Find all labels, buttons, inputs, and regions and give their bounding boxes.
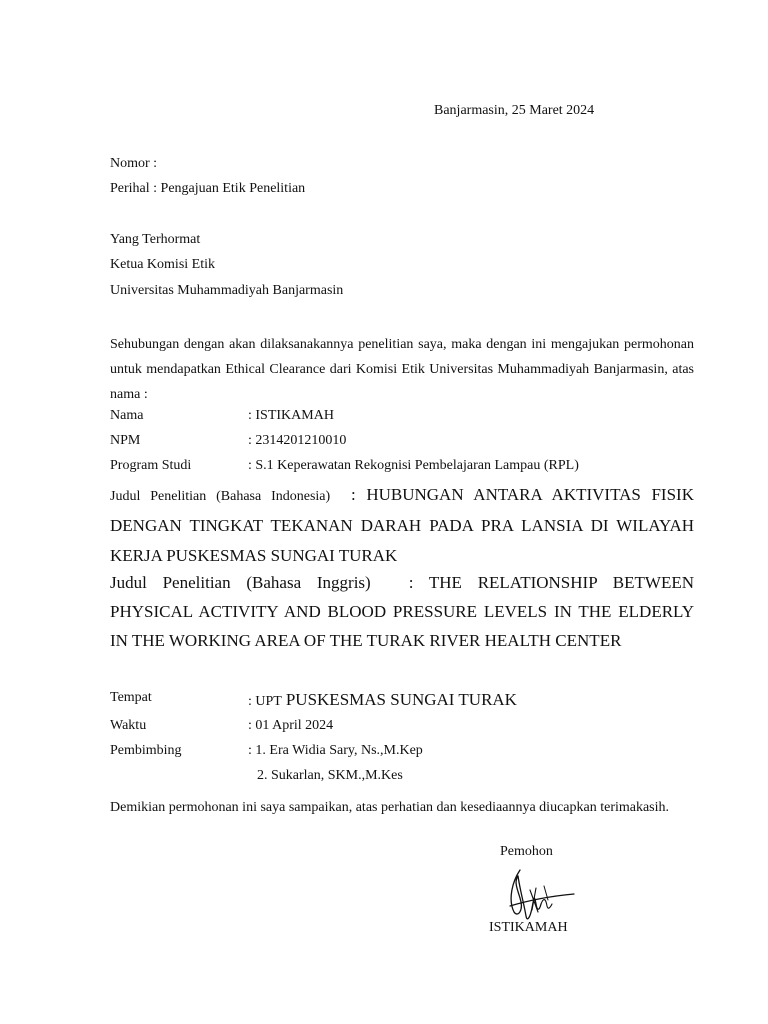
letter-subject: Perihal : Pengajuan Etik Penelitian	[110, 181, 306, 196]
applicant-label: Pemohon	[500, 844, 553, 859]
intro-paragraph: Sehubungan dengan akan dilaksanakannya penelitian saya, maka dengan ini mengajukan permohonan untuk mendapatkan Ethical Clearance dari Komisi Etik Universitas Muhammadiyah Banjarmasin, atas nama :	[110, 337, 694, 402]
recipient-salutation: Yang Terhormat	[110, 232, 201, 247]
place-prefix: : UPT	[248, 694, 282, 709]
place-label: Tempat	[110, 690, 152, 705]
research-title-en-value: : THE RELATIONSHIP BETWEEN PHYSICAL ACTIVITY AND BLOOD PRESSURE LEVELS IN THE ELDERLY IN THE WORKING AREA OF THE TURAK RIVER HEALTH CENTER	[110, 573, 694, 650]
research-title-english	[110, 568, 694, 655]
place-date: Banjarmasin, 25 Maret 2024	[434, 103, 595, 118]
supervisor-2: 2. Sukarlan, SKM.,M.Kes	[257, 768, 403, 783]
applicant-name: ISTIKAMAH	[489, 920, 568, 935]
letter-number: Nomor :	[110, 156, 158, 171]
program-value: : S.1 Keperawatan Rekognisi Pembelajaran Lampau (RPL)	[248, 458, 579, 473]
name-value: : ISTIKAMAH	[248, 408, 334, 423]
recipient-institution: Universitas Muhammadiyah Banjarmasin	[110, 283, 344, 298]
research-title-id-value: : HUBUNGAN ANTARA AKTIVITAS FISIK DENGAN TINGKAT TEKANAN DARAH PADA PRA LANSIA DI WILAYAH KERJA PUSKESMAS SUNGAI TURAK	[110, 485, 694, 565]
place-value	[248, 690, 517, 710]
research-title-en-label: Judul Penelitian (Bahasa Inggris)	[110, 573, 371, 592]
supervisor-label: Pembimbing	[110, 743, 182, 758]
name-label: Nama	[110, 408, 144, 423]
research-title-indonesian	[110, 480, 694, 571]
program-label: Program Studi	[110, 458, 192, 473]
place-name: PUSKESMAS SUNGAI TURAK	[285, 690, 517, 709]
npm-value: : 2314201210010	[248, 433, 347, 448]
closing-paragraph: Demikian permohonan ini saya sampaikan, atas perhatian dan kesediaannya diucapkan terimakasih.	[110, 800, 670, 815]
supervisor-1: : 1. Era Widia Sary, Ns.,M.Kep	[248, 743, 423, 758]
recipient-title: Ketua Komisi Etik	[110, 257, 215, 272]
npm-label: NPM	[110, 433, 141, 448]
research-title-id-label: Judul Penelitian (Bahasa Indonesia)	[110, 489, 331, 504]
time-label: Waktu	[110, 718, 147, 733]
time-value: : 01 April 2024	[248, 718, 334, 733]
